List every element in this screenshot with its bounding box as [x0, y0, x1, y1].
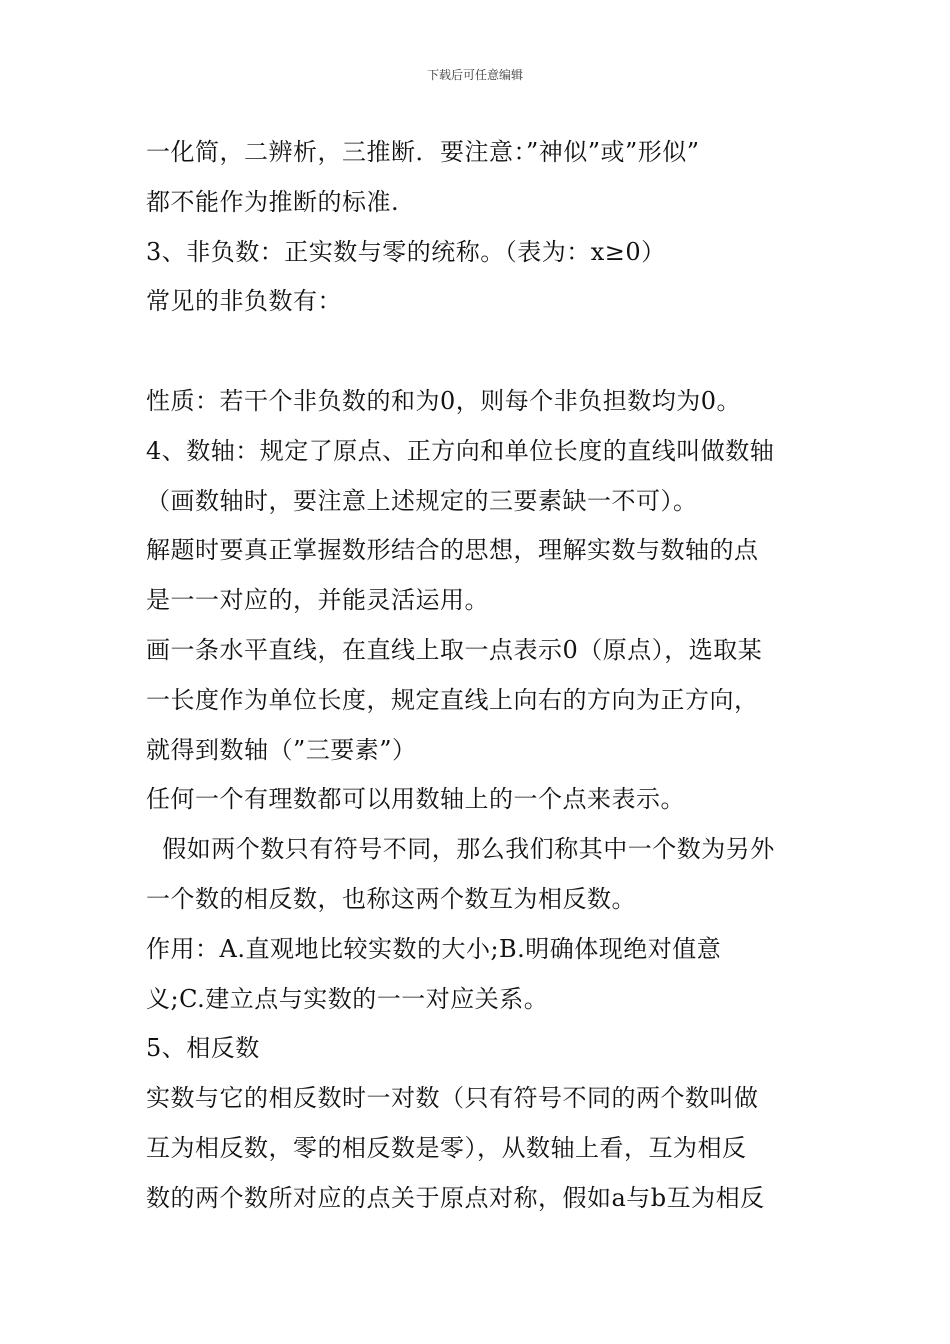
text-line: 实数与它的相反数时一对数（只有符号不同的两个数叫做 — [146, 1084, 759, 1113]
text-line: （画数轴时，要注意上述规定的三要素缺一不可）。 — [146, 486, 698, 515]
text-line: 就得到数轴（”三要素”） — [146, 735, 417, 764]
text-line: 解题时要真正掌握数形结合的思想，理解实数与数轴的点 — [146, 536, 759, 565]
text-line: 作用：A.直观地比较实数的大小;B.明确体现绝对值意 — [146, 934, 722, 963]
text-line: 3、非负数：正实数与零的统称。（表为：x≥0） — [146, 237, 666, 266]
text-line: 义;C.建立点与实数的一一对应关系。 — [146, 984, 549, 1013]
text-line: 任何一个有理数都可以用数轴上的一个点来表示。 — [146, 785, 685, 814]
document-body — [146, 128, 812, 1224]
text-line: 常见的非负数有： — [146, 287, 342, 316]
text-line: 数的两个数所对应的点关于原点对称，假如a与b互为相反 — [146, 1183, 765, 1212]
text-line: 是一一对应的，并能灵活运用。 — [146, 586, 489, 615]
text-line: 一长度作为单位长度，规定直线上向右的方向为正方向， — [146, 685, 759, 714]
text-line: 假如两个数只有符号不同，那么我们称其中一个数为另外 — [146, 835, 775, 864]
text-line: 都不能作为推断的标准. — [146, 187, 400, 216]
blank-line — [146, 327, 812, 377]
text-line: 互为相反数，零的相反数是零），从数轴上看，互为相反 — [146, 1133, 747, 1162]
text-line: 5、相反数 — [146, 1034, 260, 1063]
page-header-note: 下载后可任意编辑 — [426, 68, 523, 82]
text-line: 4、数轴：规定了原点、正方向和单位长度的直线叫做数轴 — [146, 436, 775, 465]
text-line: 一化简，二辨析，三推断．要注意：”神似”或”形似” — [146, 138, 700, 166]
text-line: 性质：若干个非负数的和为0，则每个非负担数均为0。 — [146, 386, 742, 415]
text-line: 一个数的相反数，也称这两个数互为相反数。 — [146, 884, 636, 913]
text-line: 画一条水平直线，在直线上取一点表示0（原点），选取某 — [146, 635, 763, 664]
